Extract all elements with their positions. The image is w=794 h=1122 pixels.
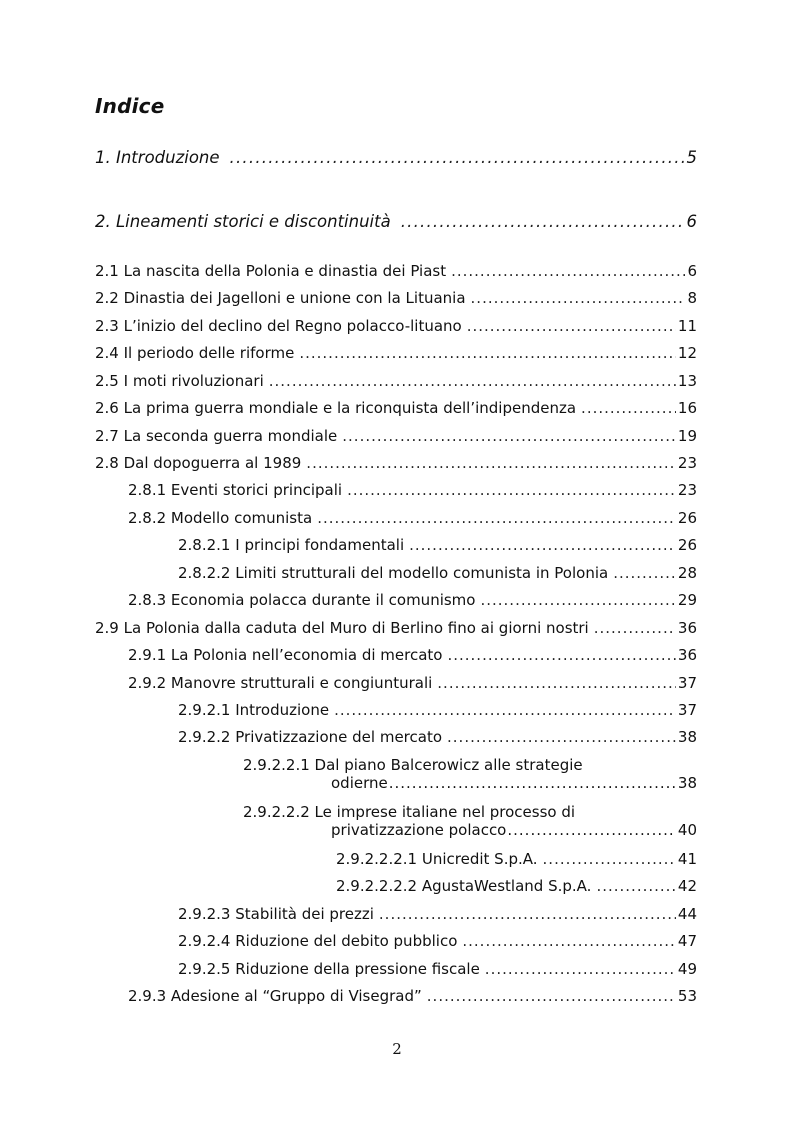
toc-page-number: 26: [677, 509, 697, 527]
toc-entry-label: 2.9.2.2.2 Le imprese italiane nel processo di: [243, 803, 576, 821]
toc-entry[interactable]: [178, 564, 697, 582]
toc-leader: [507, 821, 676, 839]
toc-page-number: 53: [677, 987, 697, 1005]
toc-entry[interactable]: [95, 619, 697, 637]
toc-page-number: 47: [677, 932, 697, 950]
toc-entry[interactable]: [128, 674, 697, 692]
toc-entry-label: 2.2 Dinastia dei Jagelloni e unione con la Lituania: [95, 289, 466, 307]
toc-entry-label: 2.8.2.1 I principi fondamentali: [178, 536, 405, 554]
toc-leader: [409, 536, 676, 554]
toc-entry[interactable]: [178, 536, 697, 554]
toc-chapter[interactable]: [95, 148, 697, 167]
toc-leader: [467, 317, 676, 335]
toc-entry[interactable]: [243, 803, 697, 839]
toc-leader: [437, 674, 676, 692]
toc-entry-label: 2.9.2.4 Riduzione del debito pubblico: [178, 932, 458, 950]
toc-entry-label: 2.9 La Polonia dalla caduta del Muro di Berlino fino ai giorni nostri: [95, 619, 589, 637]
toc-entry[interactable]: [95, 399, 697, 417]
toc-page-number: 23: [677, 481, 697, 499]
toc-entry[interactable]: [128, 591, 697, 609]
toc-leader: [462, 932, 676, 950]
page-number-footer: 2: [392, 1040, 402, 1058]
toc-entry[interactable]: [95, 289, 697, 307]
toc-page-number: 44: [677, 905, 697, 923]
toc-chapter-label: 2. Lineamenti storici e discontinuità: [95, 212, 391, 231]
toc-leader: [613, 564, 676, 582]
toc-entry-label: 2.4 Il periodo delle riforme: [95, 344, 295, 362]
toc-chapter-label: 1. Introduzione: [95, 148, 220, 167]
toc-entry[interactable]: [95, 372, 697, 390]
toc-entry-label: 2.7 La seconda guerra mondiale: [95, 427, 338, 445]
toc-entry-label: 2.5 I moti rivoluzionari: [95, 372, 264, 390]
toc-entry-label: 2.8.3 Economia polacca durante il comunismo: [128, 591, 476, 609]
toc-page-number: 41: [677, 850, 697, 868]
toc-entry-label: 2.6 La prima guerra mondiale e la riconquista dell’indipendenza: [95, 399, 577, 417]
toc-page-number: 36: [677, 646, 697, 664]
toc-page-number: 12: [677, 344, 697, 362]
toc-page-number: 23: [677, 454, 697, 472]
toc-entry-label: 2.9.2.2 Privatizzazione del mercato: [178, 728, 443, 746]
toc-leader: [389, 774, 676, 792]
toc-leader: [543, 850, 676, 868]
toc-leader: [427, 987, 676, 1005]
toc-leader: [471, 289, 686, 307]
toc-page-number: 37: [677, 701, 697, 719]
toc-entry-label: 2.8.2 Modello comunista: [128, 509, 313, 527]
toc-page-number: 40: [677, 821, 697, 839]
toc-entry[interactable]: [128, 646, 697, 664]
toc-entry[interactable]: [95, 454, 697, 472]
toc-leader: [230, 148, 685, 167]
toc-leader: [379, 905, 676, 923]
toc-leader: [480, 591, 675, 609]
toc-entry-label-cont: odierne: [331, 774, 388, 792]
toc-entry-label: 2.1 La nascita della Polonia e dinastia dei Piast: [95, 262, 447, 280]
toc-leader: [581, 399, 676, 417]
toc-page-number: 36: [677, 619, 697, 637]
toc-leader: [317, 509, 676, 527]
toc-entry-label: 2.3 L’inizio del declino del Regno polacco-lituano: [95, 317, 462, 335]
toc-entry-label: 2.9.2.2.2.2 AgustaWestland S.p.A.: [336, 877, 592, 895]
toc-leader: [485, 960, 676, 978]
toc-leader: [447, 646, 675, 664]
toc-entry[interactable]: [128, 509, 697, 527]
toc-page-number: 38: [677, 728, 697, 746]
toc-page-number: 29: [677, 591, 697, 609]
toc-entry[interactable]: [178, 701, 697, 719]
toc-entry[interactable]: [178, 728, 697, 746]
toc-entry[interactable]: [95, 344, 697, 362]
toc-entry[interactable]: [128, 987, 697, 1005]
toc-page-number: 6: [687, 262, 697, 280]
toc-entry-label: 2.9.2.5 Riduzione della pressione fiscale: [178, 960, 480, 978]
toc-entry-label-cont: privatizzazione polacco: [331, 821, 507, 839]
toc-page-number: 11: [677, 317, 697, 335]
toc-page-number: 26: [677, 536, 697, 554]
toc-leader: [594, 619, 676, 637]
toc-leader: [334, 701, 676, 719]
toc-page-number: 8: [687, 289, 697, 307]
toc-entry-label: 2.9.1 La Polonia nell’economia di mercato: [128, 646, 443, 664]
toc-entry-label: 2.8.1 Eventi storici principali: [128, 481, 343, 499]
toc-page-number: 37: [677, 674, 697, 692]
toc-entry[interactable]: [336, 850, 697, 868]
toc-page-number: 13: [677, 372, 697, 390]
toc-entry-label: 2.9.2 Manovre strutturali e congiunturali: [128, 674, 433, 692]
toc-entry[interactable]: [336, 877, 697, 895]
toc-entry-label: 2.9.3 Adesione al “Gruppo di Visegrad”: [128, 987, 422, 1005]
page-title: Indice: [95, 94, 165, 118]
toc-page-number: 6: [686, 212, 697, 231]
toc-entry-label: 2.9.2.2.2.1 Unicredit S.p.A.: [336, 850, 538, 868]
toc-entry-label: 2.9.2.1 Introduzione: [178, 701, 330, 719]
toc-page-number: 42: [677, 877, 697, 895]
toc-page-number: 28: [677, 564, 697, 582]
toc-page-number: 16: [677, 399, 697, 417]
toc-leader: [401, 212, 685, 231]
toc-entry[interactable]: [95, 262, 697, 280]
toc-leader: [342, 427, 676, 445]
toc-leader: [306, 454, 676, 472]
toc-entry[interactable]: [95, 427, 697, 445]
toc-entry-label: 2.9.2.3 Stabilità dei prezzi: [178, 905, 374, 923]
toc-entry-label: 2.8 Dal dopoguerra al 1989: [95, 454, 302, 472]
toc-entry-label: 2.8.2.2 Limiti strutturali del modello comunista in Polonia: [178, 564, 609, 582]
toc-page-number: 19: [677, 427, 697, 445]
toc-leader: [269, 372, 676, 390]
toc-entry[interactable]: [178, 960, 697, 978]
toc-entry[interactable]: [243, 756, 697, 792]
toc-page-number: 38: [677, 774, 697, 792]
toc-leader: [447, 728, 676, 746]
toc-leader: [347, 481, 676, 499]
toc-entry[interactable]: [178, 905, 697, 923]
toc-entry[interactable]: [128, 481, 697, 499]
toc-leader: [451, 262, 685, 280]
toc-entry[interactable]: [178, 932, 697, 950]
toc-entry-label: 2.9.2.2.1 Dal piano Balcerowicz alle strategie: [243, 756, 583, 774]
toc-page-number: 5: [686, 148, 697, 167]
toc-leader: [299, 344, 676, 362]
toc-page-number: 49: [677, 960, 697, 978]
toc-entry[interactable]: [95, 317, 697, 335]
toc-leader: [596, 877, 675, 895]
toc-chapter[interactable]: [95, 212, 697, 231]
